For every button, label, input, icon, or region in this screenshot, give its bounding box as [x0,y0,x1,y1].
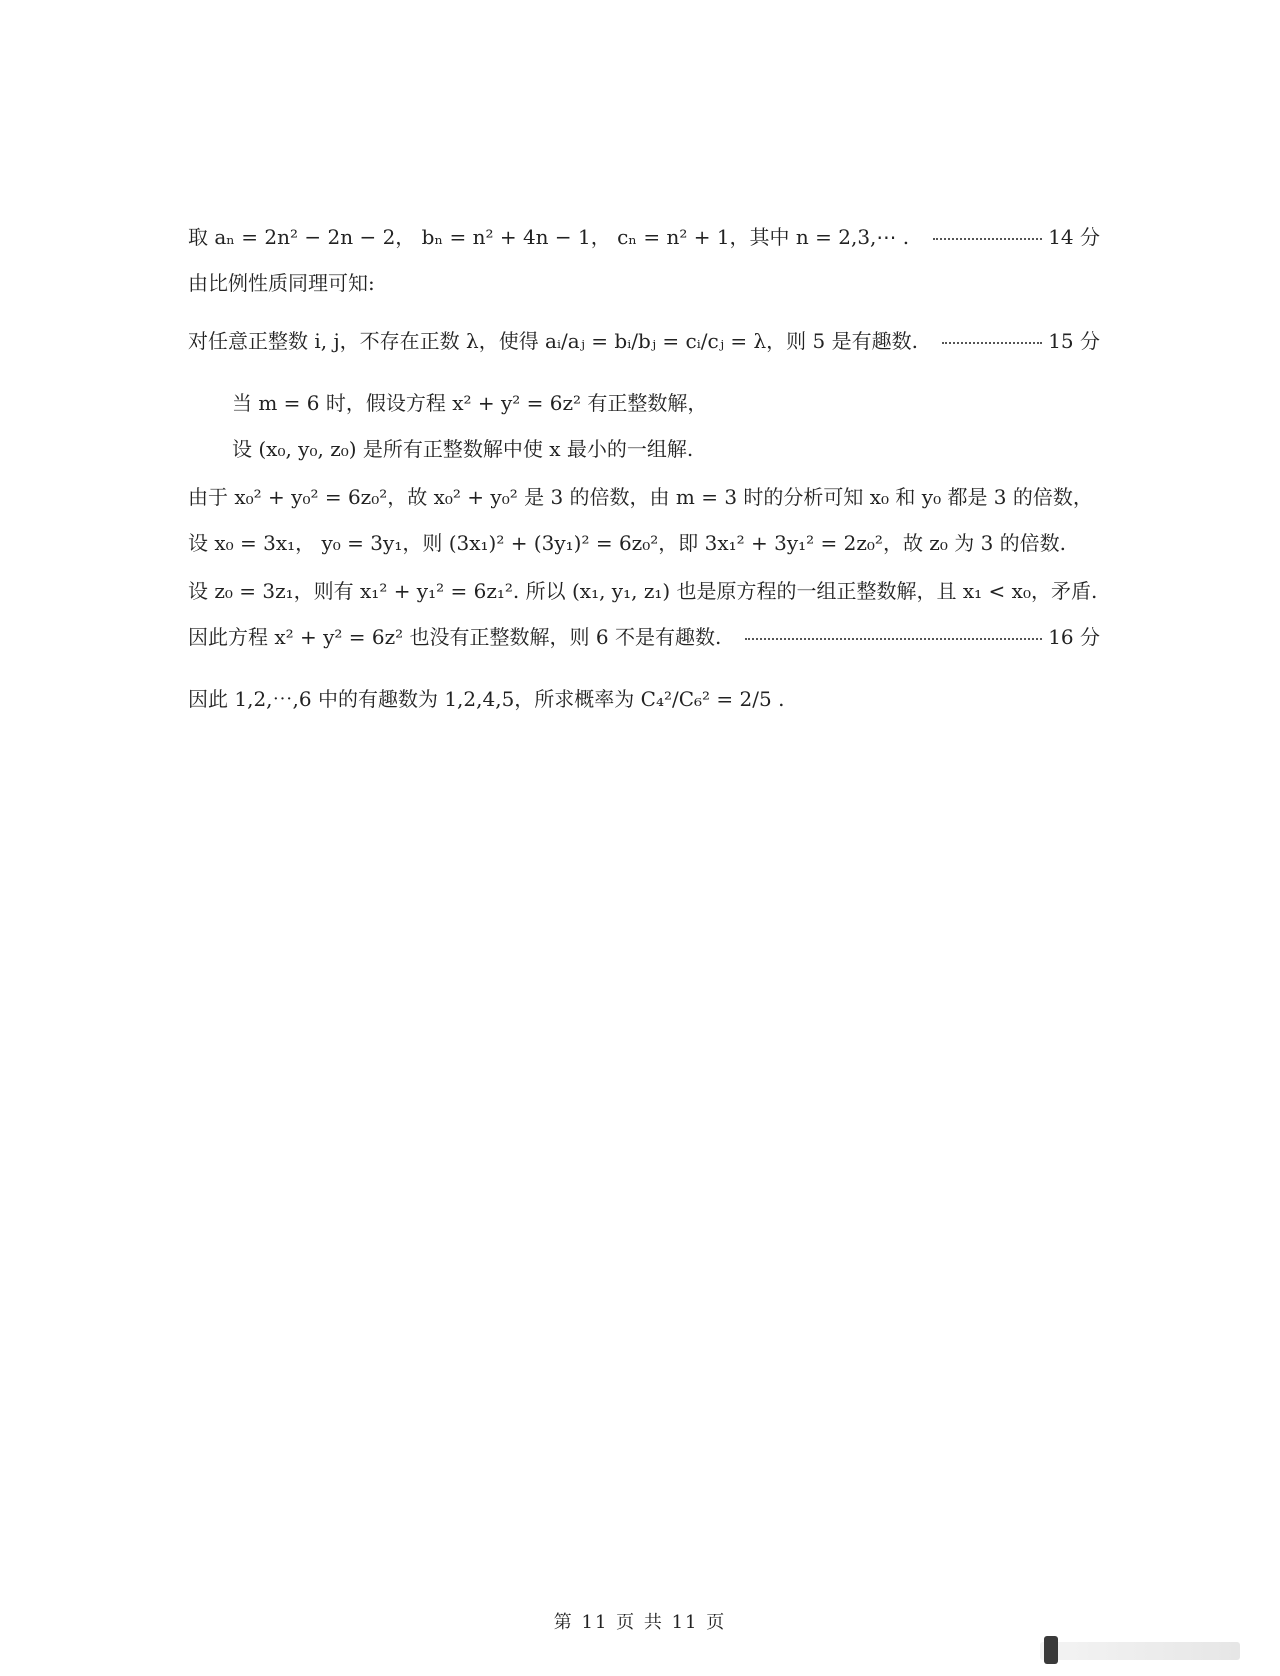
solution-line-9 [188,622,1100,652]
line-text: 因此 1,2,⋯,6 中的有趣数为 1,2,4,5，所求概率为 C₄²/C₆² = 2/5 . [188,687,785,711]
score-leader-dots [745,638,1042,640]
line-text: 设 x₀ = 3x₁， y₀ = 3y₁，则 (3x₁)² + (3y₁)² = 6z₀²，即 3x₁² + 3y₁² = 2z₀²，故 z₀ 为 3 的倍数. [188,531,1067,555]
score-label: 15 分 [1048,329,1100,353]
line-text: 对任意正整数 i, j，不存在正数 λ，使得 aᵢ/aⱼ = bᵢ/bⱼ = cᵢ/cⱼ = λ，则 5 是有趣数. [188,329,918,353]
page-footer: 第 11 页 共 11 页 [553,1612,727,1633]
solution-line-7 [188,528,1100,558]
solution-line-4 [232,388,1100,418]
scroll-indicator [1040,1636,1270,1664]
line-text: 设 z₀ = 3z₁，则有 x₁² + y₁² = 6z₁². 所以 (x₁, y₁, z₁) 也是原方程的一组正整数解，且 x₁ < x₀，矛盾. [188,579,1098,603]
score-leader-dots [933,238,1042,240]
line-text: 因此方程 x² + y² = 6z² 也没有正整数解，则 6 不是有趣数. [188,625,722,649]
solution-line-8 [188,576,1100,606]
solution-line-6 [188,482,1100,512]
line-text: 设 (x₀, y₀, z₀) 是所有正整数解中使 x 最小的一组解. [232,437,694,461]
scroll-handle [1044,1636,1058,1664]
solution-line-2 [188,268,1100,298]
score-leader-dots [942,342,1042,344]
score-label: 16 分 [1048,625,1100,649]
scroll-track [1040,1642,1240,1660]
score-label: 14 分 [1048,225,1100,249]
line-text: 由于 x₀² + y₀² = 6z₀²，故 x₀² + y₀² 是 3 的倍数，由 m = 3 时的分析可知 x₀ 和 y₀ 都是 3 的倍数， [188,485,1093,509]
solution-line-10 [188,684,1100,714]
solution-line-3 [188,326,1100,356]
line-text: 当 m = 6 时，假设方程 x² + y² = 6z² 有正整数解， [232,391,708,415]
line-text: 取 aₙ = 2n² − 2n − 2， bₙ = n² + 4n − 1， cₙ = n² + 1，其中 n = 2,3,⋯ . [188,225,910,249]
solution-line-5 [232,434,1100,464]
line-text: 由比例性质同理可知: [188,271,375,295]
solution-line-1 [188,222,1100,252]
